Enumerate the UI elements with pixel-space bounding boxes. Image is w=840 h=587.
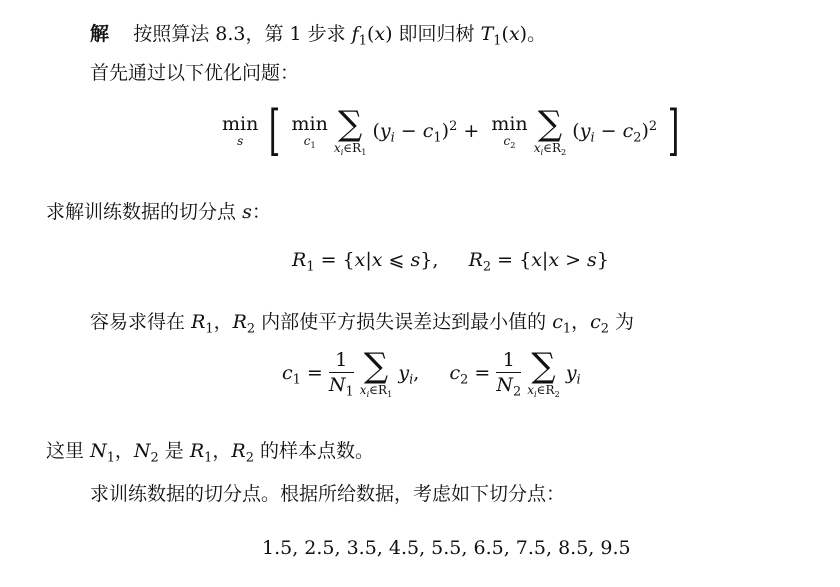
min-c2-operator: min $c_2$: [491, 113, 528, 150]
split-candidates-intro: 求训练数据的切分点。根据所给数据，考虑如下切分点：: [90, 483, 566, 505]
fraction-1-over-n2: $\frac{1}{N_2}$: [496, 349, 522, 400]
region-definition-equation: [292, 249, 609, 275]
sum-r2-operator: ∑ $x_i\in R_2$: [533, 104, 567, 157]
fraction-1-over-n1: $\frac{1}{N_1}$: [328, 349, 354, 400]
split-points-list: 1.5, 2.5, 3.5, 4.5, 5.5, 6.5, 7.5, 8.5, 9.5: [262, 537, 631, 559]
solution-label: 解: [90, 23, 110, 45]
mean-equation: [282, 345, 581, 400]
optimization-intro: 首先通过以下优化问题：: [90, 62, 300, 84]
squared-term-1: $(y_i - c_1)^2$ +: [372, 118, 486, 146]
y-i-term-2: $y_i$: [565, 361, 581, 388]
r1-definition: $R_1 = \{x|x$ ⩽ s},: [292, 249, 439, 275]
y-i-term-1: $y_i$,: [398, 361, 420, 388]
f1-symbol: $f_1(x)$: [351, 23, 393, 49]
c2-lhs: $c_2$ =: [449, 361, 491, 388]
r2-definition: $R_2 = \{x|x > s\}$: [468, 249, 609, 275]
sum-r1-mean: ∑ $x_i\in R_1$: [359, 345, 393, 399]
sum-r2-mean: ∑ $x_i\in R_2$: [527, 345, 560, 399]
t1-symbol: $T_1(x)$: [480, 23, 528, 49]
intro-line: 解 按照算法 8.3，第 1 步求 $f_1(x)$ 即回归树 $T_1(x)$。: [90, 23, 547, 49]
min-s-operator: min s: [222, 113, 259, 148]
squared-term-2: $(y_i - c_2)^2$: [572, 118, 658, 146]
sum-r1-operator: ∑ $x_i\in R_1$: [333, 104, 367, 157]
intro-mid-text: 即回归树: [398, 23, 475, 45]
region-minimum-text: 容易求得在 $R_1$，$R_2$ 内部使平方损失误差达到最小值的 $c_1$，$c_2$ 为: [90, 311, 635, 337]
sample-count-text: 这里 $N_1$，$N_2$ 是 $R_1$，$R_2$ 的样本点数。: [46, 440, 374, 466]
split-point-intro: 求解训练数据的切分点 s：: [46, 201, 271, 223]
min-c1-operator: min $c_1$: [291, 113, 328, 150]
c1-lhs: $c_1$ =: [282, 361, 323, 388]
optimization-equation: min s [ min $c_1$ ∑ $x_i\in R_1$ $(y_i - c_1)^2$ + min $c_2$ ∑ $x_i\in R_2$ $(y_i - c_2)^2$ ]: [222, 99, 680, 162]
intro-text: 按照算法 8.3，第 1 步求: [133, 23, 346, 45]
